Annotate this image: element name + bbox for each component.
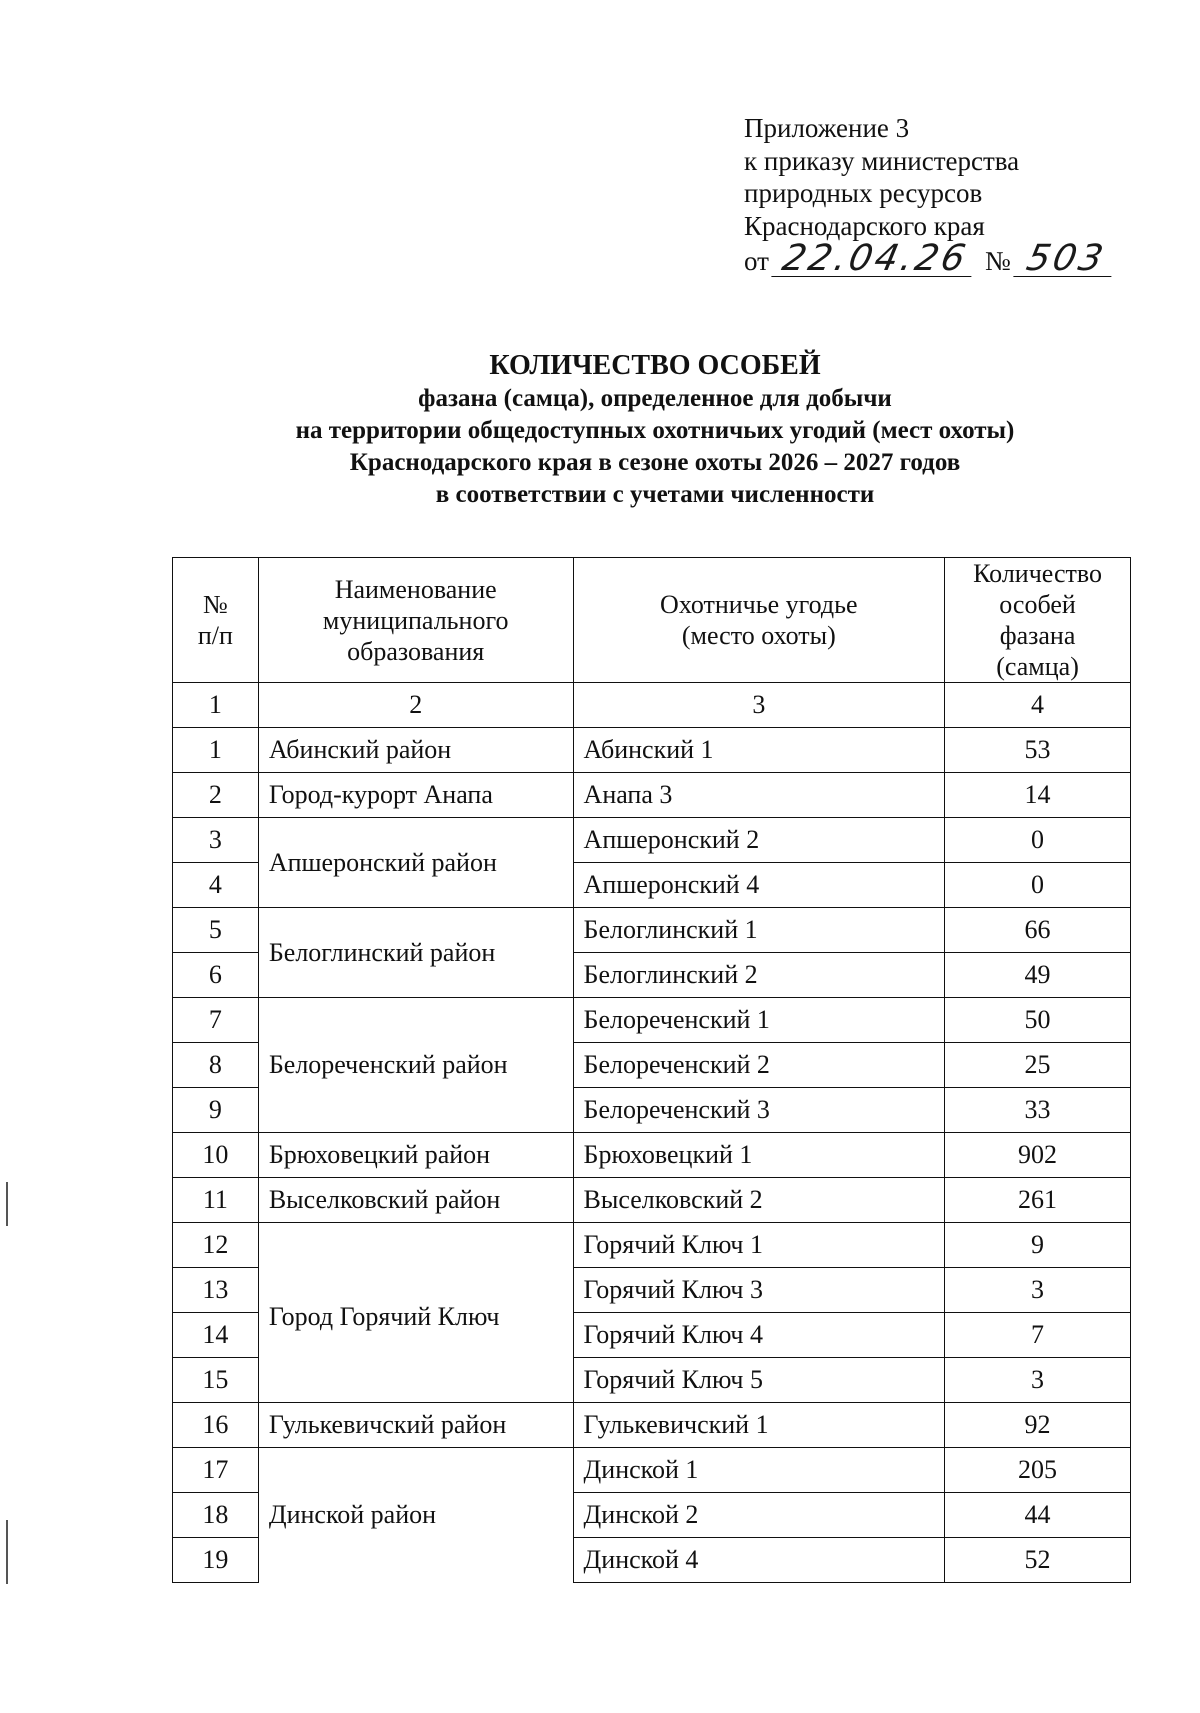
row-number: 12 bbox=[173, 1223, 259, 1268]
header-ground: Охотничье угодье (место охоты) bbox=[573, 558, 945, 683]
pheasant-count-cell: 50 bbox=[945, 998, 1131, 1043]
appendix-line: к приказу министерства bbox=[744, 145, 1020, 176]
municipality-cell: Белореченский район bbox=[258, 998, 573, 1133]
hunting-ground-cell: Белореченский 3 bbox=[573, 1088, 945, 1133]
row-number: 2 bbox=[173, 773, 259, 818]
pheasant-count-cell: 3 bbox=[945, 1358, 1131, 1403]
row-number: 8 bbox=[173, 1043, 259, 1088]
table-row bbox=[173, 908, 1131, 953]
title-line: в соответствии с учетами численности bbox=[435, 481, 875, 508]
hunting-ground-cell: Анапа 3 bbox=[573, 773, 945, 818]
hunting-ground-cell: Горячий Ключ 1 bbox=[573, 1223, 945, 1268]
title-line: Краснодарского края в сезоне охоты 2026 – 2027 годов bbox=[349, 449, 961, 476]
pheasant-count-cell: 44 bbox=[945, 1493, 1131, 1538]
handwritten-date: 22.04.26 bbox=[771, 242, 978, 277]
title-main: КОЛИЧЕСТВО ОСОБЕЙ bbox=[489, 350, 821, 381]
pheasant-count-cell: 9 bbox=[945, 1223, 1131, 1268]
table-row bbox=[173, 1223, 1131, 1268]
pheasant-count-cell: 261 bbox=[945, 1178, 1131, 1223]
number-prefix: № bbox=[984, 245, 1011, 276]
municipality-cell: Город-курорт Анапа bbox=[258, 773, 573, 818]
pheasant-count-cell: 902 bbox=[945, 1133, 1131, 1178]
row-number: 3 bbox=[173, 818, 259, 863]
hunting-ground-cell: Белореченский 2 bbox=[573, 1043, 945, 1088]
appendix-line: Приложение 3 bbox=[744, 113, 910, 143]
hunting-ground-cell: Белоглинский 2 bbox=[573, 953, 945, 998]
pheasant-count-cell: 7 bbox=[945, 1313, 1131, 1358]
order-date-number-line bbox=[744, 238, 1115, 279]
pheasant-count-cell: 14 bbox=[945, 773, 1131, 818]
table-row bbox=[173, 1448, 1131, 1493]
row-number: 14 bbox=[173, 1313, 259, 1358]
municipality-cell: Город Горячий Ключ bbox=[258, 1223, 573, 1403]
municipality-cell: Гулькевичский район bbox=[258, 1403, 573, 1448]
municipality-cell: Динской район bbox=[258, 1448, 573, 1583]
column-numbers-row bbox=[173, 683, 1131, 728]
hunting-ground-cell: Брюховецкий 1 bbox=[573, 1133, 945, 1178]
handwritten-number: 503 bbox=[1013, 242, 1118, 277]
pheasant-count-cell: 52 bbox=[945, 1538, 1131, 1583]
pheasant-count-cell: 0 bbox=[945, 863, 1131, 908]
table-row bbox=[173, 773, 1131, 818]
pheasant-count-cell: 25 bbox=[945, 1043, 1131, 1088]
table-row bbox=[173, 1178, 1131, 1223]
row-number: 19 bbox=[173, 1538, 259, 1583]
column-number: 4 bbox=[945, 683, 1131, 728]
header-count: Количество особей фазана (самца) bbox=[945, 558, 1131, 683]
row-number: 6 bbox=[173, 953, 259, 998]
row-number: 10 bbox=[173, 1133, 259, 1178]
appendix-line: Краснодарского края bbox=[744, 210, 985, 241]
header-municipality: Наименование муниципального образования bbox=[258, 558, 573, 683]
title-line: на территории общедоступных охотничьих угодий (мест охоты) bbox=[295, 417, 1015, 444]
pheasant-count-cell: 33 bbox=[945, 1088, 1131, 1133]
column-number: 1 bbox=[173, 683, 259, 728]
hunting-ground-cell: Динской 4 bbox=[573, 1538, 945, 1583]
table-header-row bbox=[173, 558, 1131, 683]
row-number: 7 bbox=[173, 998, 259, 1043]
scan-margin-mark bbox=[6, 1520, 8, 1584]
hunting-ground-cell: Горячий Ключ 4 bbox=[573, 1313, 945, 1358]
pheasant-count-cell: 3 bbox=[945, 1268, 1131, 1313]
row-number: 16 bbox=[173, 1403, 259, 1448]
row-number: 5 bbox=[173, 908, 259, 953]
pheasant-count-cell: 49 bbox=[945, 953, 1131, 998]
municipality-cell: Апшеронский район bbox=[258, 818, 573, 908]
row-number: 15 bbox=[173, 1358, 259, 1403]
row-number: 1 bbox=[173, 728, 259, 773]
hunting-ground-cell: Выселковский 2 bbox=[573, 1178, 945, 1223]
row-number: 18 bbox=[173, 1493, 259, 1538]
scan-margin-mark bbox=[6, 1182, 8, 1226]
municipality-cell: Абинский район bbox=[258, 728, 573, 773]
pheasant-count-cell: 0 bbox=[945, 818, 1131, 863]
table-row bbox=[173, 818, 1131, 863]
row-number: 9 bbox=[173, 1088, 259, 1133]
municipality-cell: Белоглинский район bbox=[258, 908, 573, 998]
pheasant-count-cell: 66 bbox=[945, 908, 1131, 953]
table-row bbox=[173, 728, 1131, 773]
hunting-ground-cell: Абинский 1 bbox=[573, 728, 945, 773]
hunting-ground-cell: Белоглинский 1 bbox=[573, 908, 945, 953]
row-number: 17 bbox=[173, 1448, 259, 1493]
appendix-block bbox=[744, 112, 1115, 277]
header-num: № п/п bbox=[173, 558, 259, 683]
title-line: фазана (самца), определенное для добычи bbox=[418, 385, 892, 412]
hunting-ground-cell: Горячий Ключ 3 bbox=[573, 1268, 945, 1313]
hunting-ground-cell: Апшеронский 2 bbox=[573, 818, 945, 863]
hunting-ground-cell: Горячий Ключ 5 bbox=[573, 1358, 945, 1403]
pheasant-count-cell: 92 bbox=[945, 1403, 1131, 1448]
appendix-line: природных ресурсов bbox=[744, 178, 983, 208]
table-row bbox=[173, 998, 1131, 1043]
row-number: 4 bbox=[173, 863, 259, 908]
row-number: 13 bbox=[173, 1268, 259, 1313]
hunting-ground-cell: Белореченский 1 bbox=[573, 998, 945, 1043]
date-prefix: от bbox=[744, 245, 769, 276]
hunting-ground-cell: Апшеронский 4 bbox=[573, 863, 945, 908]
column-number: 2 bbox=[258, 683, 573, 728]
document-title bbox=[150, 348, 1160, 511]
hunting-ground-cell: Гулькевичский 1 bbox=[573, 1403, 945, 1448]
pheasant-count-cell: 53 bbox=[945, 728, 1131, 773]
column-number: 3 bbox=[573, 683, 945, 728]
quota-table bbox=[172, 557, 1131, 1583]
municipality-cell: Выселковский район bbox=[258, 1178, 573, 1223]
table-row bbox=[173, 1133, 1131, 1178]
hunting-ground-cell: Динской 1 bbox=[573, 1448, 945, 1493]
municipality-cell: Брюховецкий район bbox=[258, 1133, 573, 1178]
row-number: 11 bbox=[173, 1178, 259, 1223]
pheasant-count-cell: 205 bbox=[945, 1448, 1131, 1493]
table-row bbox=[173, 1403, 1131, 1448]
hunting-ground-cell: Динской 2 bbox=[573, 1493, 945, 1538]
